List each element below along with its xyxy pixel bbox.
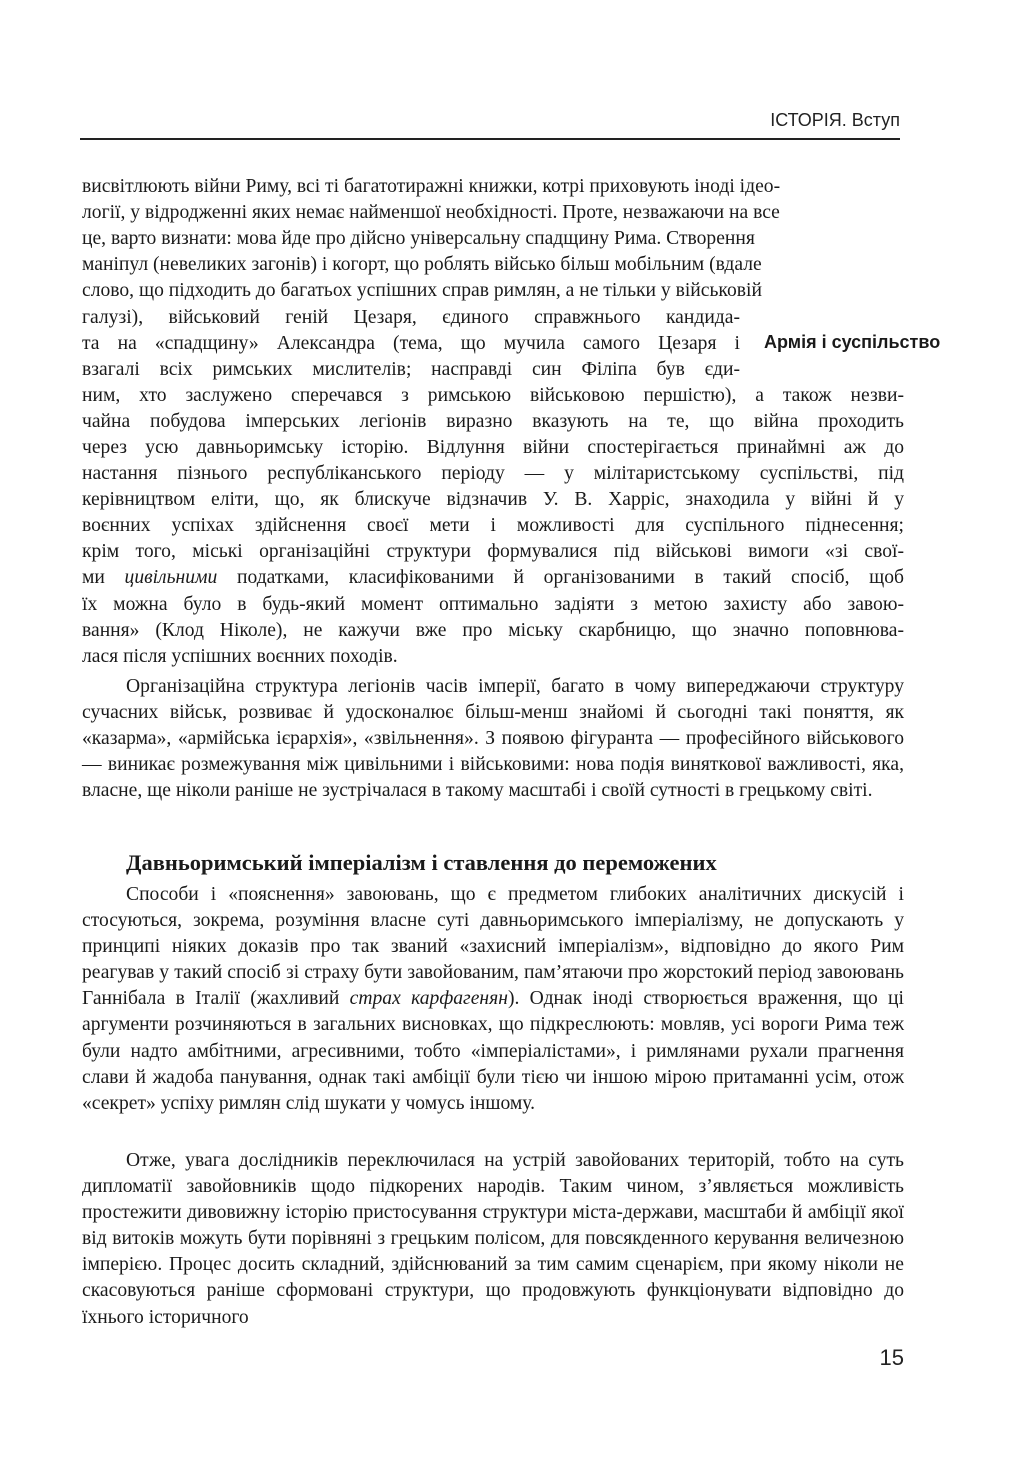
text-line: це, варто визнати: мова йде про дійсно універсальну спадщину Рима. Створення: [82, 228, 755, 250]
text-line: керівництвом еліти, що, як блискуче відзначив У. В. Харріс, знаходила у війні й у: [82, 489, 904, 511]
text-line: та на «спадщину» Александра (тема, що мучила самого Цезаря і: [82, 332, 740, 354]
text-line: галузі), військовий геній Цезаря, єдиного справжнього кандида-: [82, 306, 740, 328]
running-header-title: ІСТОРІЯ. Вступ: [770, 110, 900, 130]
paragraph-1-bottom: [82, 409, 904, 670]
margin-note: Армія і суспільство: [764, 332, 941, 352]
paragraph-4: Отже, увага дослідників переключилася на устрій завойованих територій, тобто на суть дипломатії завойовників щодо підкорених народів. Таким чином, з’являється можливість простежити дивовижну історію пристосування структури міста-держави, масштаби й амбіції якої від витоків можуть бути порівняні з грецьким полісом, для повсякденного керування величезною імперією. Процес досить складний, здійснюваний за тим самим сценарієм, при якому ніколи не скасовуються раніше сформовані структури, що продовжують функціонувати відповідно до їхнього історичного: [82, 1150, 904, 1328]
text-line: через усю давньоримську історію. Відлуння війни спостерігається принаймні аж до: [82, 436, 904, 458]
text-line: [82, 565, 904, 591]
text-fragment: ). Однак іноді створюється враження, що ці аргументи розчиняються в загальних висновках, що підкреслюють: мовляв, усі вороги Рима теж були надто амбітними, агресивними, тобто «імперіалістами», і римлянами рухали прагнення слави й жадоба панування, однак такі амбіції були тією чи іншою мірою притаманні усім, отож «секрет» успіху римлян слід шукати у чомусь іншому.: [82, 988, 904, 1114]
text-fragment: ми: [82, 567, 125, 589]
text-line: лася після успішних воєнних походів.: [82, 645, 398, 667]
text-line: маніпул (невеликих загонів) і когорт, що роблять військо більш мобільним (вдале: [82, 254, 762, 276]
text-line: вання» (Клод Ніколе), не кажучи вже про міську скарбницю, що значно поповнюва-: [82, 619, 904, 641]
text-line: воєнних успіхах здійснення своєї мети і можливості для суспільного піднесення;: [82, 515, 904, 537]
paragraph-1-narrow-last: [82, 383, 904, 409]
text-line: взагалі всіх римських мислителів; насправді син Філіпа був єди-: [82, 358, 740, 380]
text-fragment: податками, класифікованими й організованими в такий спосіб, щоб: [217, 567, 904, 589]
text-line: слово, що підходить до багатьох успішних справ римлян, а не тільки у військовій: [82, 280, 762, 302]
text-line: висвітлюють війни Риму, всі ті багатотиражні книжки, котрі приховують іноді ідео-: [82, 176, 781, 197]
text-line: чайна побудова імперських легіонів виразно вказують на те, що війна проходить: [82, 410, 904, 432]
paragraph-3: [82, 882, 904, 1117]
section-title: Давньоримський імперіалізм і ставлення до переможених: [126, 850, 717, 875]
italic-term: цивільними: [124, 567, 218, 589]
running-header: [80, 104, 900, 140]
text-line: логії, у відродженні яких немає найменшої необхідності. Проте, незважаючи на все: [82, 202, 780, 224]
paragraph-1-top: [82, 174, 904, 304]
text-line: крім того, міські організаційні структури формувалися під військові вимоги «зі свої-: [82, 541, 904, 563]
page-number: 15: [879, 1345, 904, 1370]
paragraph-2: Організаційна структура легіонів часів імперії, багато в чому випереджаючи структуру сучасних військ, розвиває й удосконалює більш-менш знайомі й сьогодні такі поняття, як «казарма», «армійська ієрархія», «звільнення». З появою фігуранта — професійного військового — виникає розмежування між цивільними і військовими: нова подія виняткової важливості, яка, власне, ще ніколи раніше не зустрічалася в такому масштабі і своїй сутності в грецькому світі.: [82, 676, 904, 802]
text-line: ним, хто заслужено сперечався з римською військовою першістю), а також незви-: [82, 384, 904, 406]
text-line: настання пізнього республіканського періоду — у мілітаристському суспільстві, під: [82, 463, 904, 485]
text-line: їх можна було в будь-який момент оптимально задіяти з метою захисту або завою-: [82, 593, 904, 615]
italic-term: страх карфагенян: [349, 988, 508, 1010]
text-fragment: Способи і «пояснення» завоювань, що є предметом глибоких аналітичних дискусій і стосуються, зокрема, розуміння власне суті давньоримського імперіалізму, не допускають у принципі ніяких доказів про так званий «захисний імперіалізм», відповідно до якого Рим реагував у такий спосіб зі страху бути завойованим, пам’ятаючи про жорстокий період завоювань Ганнібала в Італії (жахливий: [82, 884, 904, 1010]
paragraph-1-narrow: [82, 305, 740, 383]
